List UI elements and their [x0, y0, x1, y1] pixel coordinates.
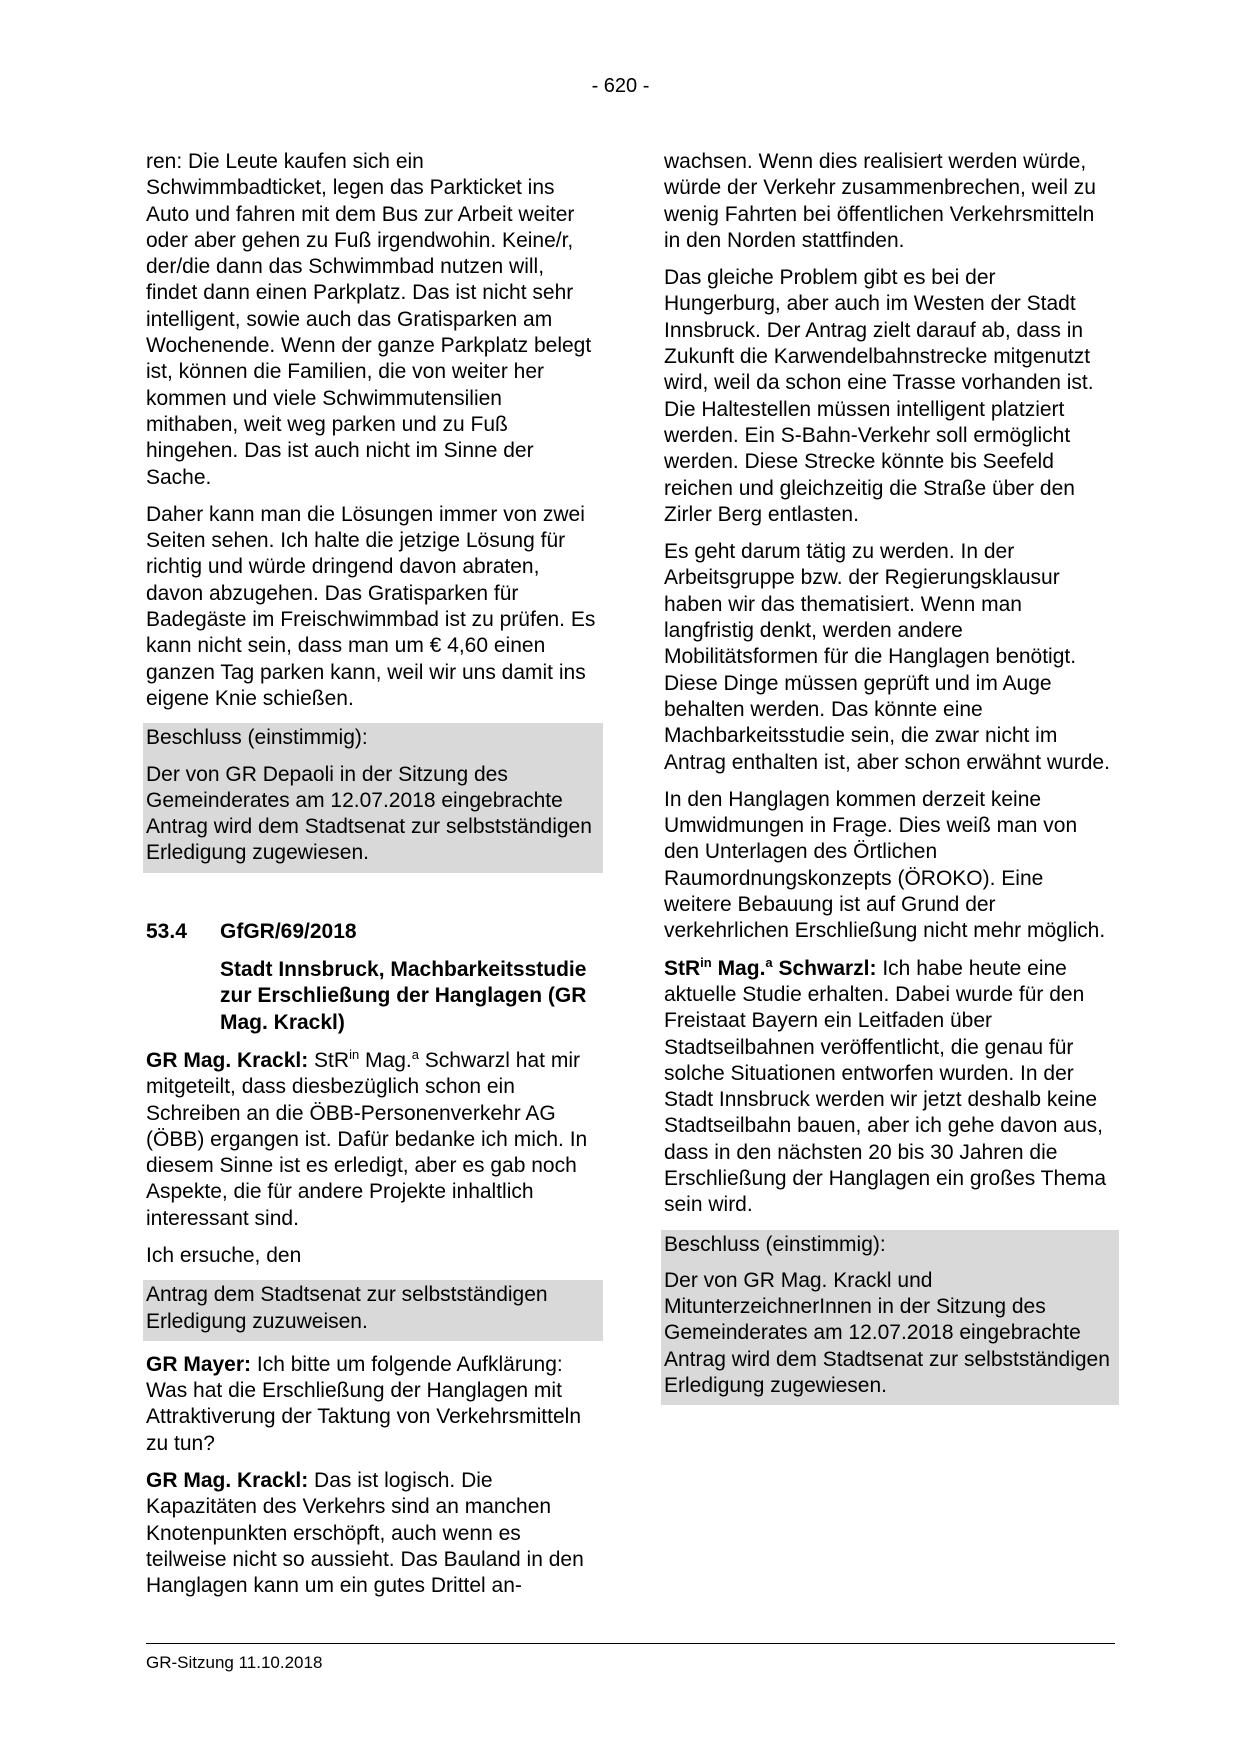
paragraph	[146, 1048, 600, 1232]
paragraph	[146, 1468, 600, 1599]
resolution-text: Der von GR Mag. Krackl und MitunterzeichnerInnen in der Sitzung des Gemeinderates am 12.07.2018 eingebrachte Antrag wird dem Stadtsenat zur selbstständigen Erledigung zugewiesen.	[664, 1268, 1110, 1398]
motion-box	[143, 1280, 603, 1341]
resolution-text: Der von GR Depaoli in der Sitzung des Gemeinderates am 12.07.2018 eingebrachte Antrag wird dem Stadtsenat zur selbstständigen Erledigung zugewiesen.	[146, 762, 592, 865]
text-span: Schwarzl hat mir mitgeteilt, dass diesbezüglich schon ein Schreiben an die ÖBB-Personenverkehr AG (ÖBB) ergangen ist. Dafür bedanke ich mich. In diesem Sinne ist es erledigt, aber es gab noch Aspekte, die für andere Projekte inhaltlich interessant sind.	[146, 1048, 588, 1230]
paragraph: Das gleiche Problem gibt es bei der Hungerburg, aber auch im Westen der Stadt Innsbruck. Der Antrag zielt darauf ab, dass in Zukunft die Karwendelbahnstrecke mitgenutzt wird, weil da schon eine Trasse vorhanden ist. Die Haltestellen müssen intelligent platziert werden. Ein S-Bahn-Verkehr soll ermöglicht werden. Diese Strecke könnte bis Seefeld reichen und gleichzeitig die Straße über den Zirler Berg entlasten.	[664, 266, 1094, 526]
page-number: - 620 -	[591, 75, 650, 97]
text-span: Mag.	[711, 956, 766, 980]
paragraph	[146, 1352, 600, 1457]
paragraph	[664, 956, 1116, 1219]
speaker-name: GR Mag. Krackl:	[146, 1048, 309, 1072]
footer-text: GR-Sitzung 11.10.2018	[146, 1653, 323, 1672]
agenda-item-title: Stadt Innsbruck, Machbarkeitsstudie zur Erschließung der Hanglagen (GR Mag. Krackl)	[220, 958, 587, 1034]
superscript: in	[700, 954, 712, 970]
resolution-box	[143, 723, 603, 872]
resolution-label: Beschluss (einstimmig):	[146, 726, 368, 750]
paragraph: Ich ersuche, den	[146, 1243, 302, 1267]
text-span: Ich bitte um folgende Aufklärung: Was hat die Erschließung der Hanglagen mit Attraktiverung der Taktung von Verkehrsmitteln zu tun?	[146, 1352, 582, 1455]
speaker-name: GR Mag. Krackl:	[146, 1469, 309, 1493]
paragraph: ren: Die Leute kaufen sich ein Schwimmbadticket, legen das Parkticket ins Auto und fahren mit dem Bus zur Arbeit weiter oder aber gehen zu Fuß irgendwohin. Keine/r, der/die dann das Schwimmbad nutzen will, findet dann einen Parkplatz. Das ist nicht sehr intelligent, sowie auch das Gratisparken am Wochenende. Wenn der ganze Parkplatz belegt ist, können die Familien, die von weiter her kommen und viele Schwimmutensilien mithaben, weit weg parken und zu Fuß hingehen. Das ist auch nicht im Sinne der Sache.	[146, 150, 592, 489]
agenda-item-heading	[146, 919, 600, 1036]
speaker-name	[664, 954, 877, 980]
paragraph: Es geht darum tätig zu werden. In der Arbeitsgruppe bzw. der Regierungsklausur haben wir das thematisiert. Wenn man langfristig denkt, werden andere Mobilitätsformen für die Hanglagen benötigt. Diese Dinge müssen geprüft und im Auge behalten werden. Das könnte eine Machbarkeitsstudie sein, die zwar nicht im Antrag enthalten ist, aber schon erwähnt wurde.	[664, 540, 1110, 774]
paragraph: wachsen. Wenn dies realisiert werden würde, würde der Verkehr zusammenbrechen, weil zu wenig Fahrten bei öffentlichen Verkehrsmitteln in den Norden stattfinden.	[664, 150, 1096, 252]
text-span: StR	[308, 1048, 350, 1072]
resolution-label: Beschluss (einstimmig):	[664, 1232, 886, 1256]
right-column	[664, 149, 1116, 1416]
text-span: StR	[664, 956, 701, 980]
paragraph: In den Hanglagen kommen derzeit keine Umwidmungen in Frage. Dies weiß man von den Unterlagen des Örtlichen Raumordnungskonzepts (ÖROKO). Eine weitere Bebauung ist auf Grund der verkehrlichen Erschließung nicht mehr möglich.	[664, 787, 1106, 943]
superscript: a	[765, 954, 773, 970]
superscript: a	[411, 1046, 419, 1062]
text-span: Mag.	[359, 1048, 412, 1072]
speaker-name: GR Mayer:	[146, 1352, 252, 1376]
superscript: in	[349, 1046, 360, 1062]
agenda-item-reference: GfGR/69/2018	[220, 919, 357, 943]
text-span: Ich habe heute eine aktuelle Studie erhalten. Dabei wurde für den Freistaat Bayern ein Leitfaden über Stadtseilbahnen veröffentlicht, die genau für solche Situationen entworfen wurden. In der Stadt Innsbruck werden wir jetzt deshalb keine Stadtseilbahn bauen, aber ich gehe davon aus, dass in den nächsten 20 bis 30 Jahren die Erschließung der Hanglagen ein großes Thema sein wird.	[664, 956, 1107, 1217]
text-span: Schwarzl:	[772, 956, 877, 980]
paragraph: Daher kann man die Lösungen immer von zwei Seiten sehen. Ich halte die jetzige Lösung für richtig und würde dringend davon abraten, davon abzugehen. Das Gratisparken für Badegäste im Freischwimmbad ist zu prüfen. Es kann nicht sein, dass man um € 4,60 einen ganzen Tag parken kann, weil wir uns damit ins eigene Knie schießen.	[146, 502, 596, 710]
left-column	[146, 149, 600, 1611]
agenda-item-number: 53.4	[146, 919, 187, 943]
resolution-box	[661, 1230, 1119, 1406]
text-span: Das ist logisch. Die Kapazitäten des Verkehrs sind an manchen Knotenpunkten erschöpft, auch wenn es teilweise nicht so aussieht. Das Bauland in den Hanglagen kann um ein gutes Drittel an-	[146, 1469, 584, 1598]
motion-text: Antrag dem Stadtsenat zur selbstständigen Erledigung zuzuweisen.	[146, 1283, 548, 1333]
footer-divider	[146, 1643, 1115, 1644]
